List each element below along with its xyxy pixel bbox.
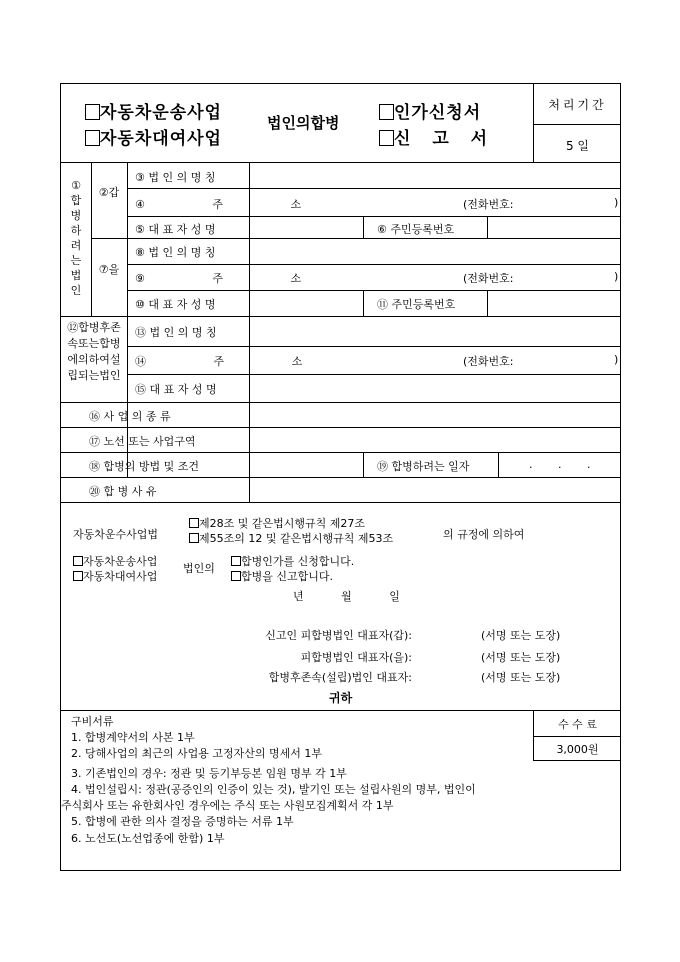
phone-label: (전화번호: [463,198,514,211]
action-option-approval[interactable]: 합병인가를 신청합니다. [231,553,354,569]
addressee: 귀하 [329,691,353,705]
fee-value: 3,000원 [556,743,599,756]
action-option-report[interactable]: 합병을 신고합니다. [231,568,333,584]
signature-field[interactable]: (서명 또는 도장) [481,671,561,684]
business-option-rental[interactable]: 자동차대여사업 [73,568,157,584]
checkbox-icon[interactable] [231,556,241,566]
checkbox-icon[interactable] [73,571,83,581]
checkbox-icon[interactable] [85,104,100,120]
type-option-rental[interactable]: 자동차대여사업 [85,124,222,149]
signature-field[interactable]: (서명 또는 도장) [481,629,561,642]
field-label: ⑥ 주민등록번호 [377,223,455,236]
attachment-item: 4. 법인설립시: 정관(공증인의 인증이 있는 것), 발기인 또는 설립사원의 명부, 법인이 [71,783,476,796]
law-option-55[interactable]: 제55조의 12 및 같은법시행규칙 제53조 [189,530,393,546]
merge-date-value[interactable]: . . . [529,458,591,471]
date-line: 년 월 일 [293,590,400,603]
checkbox-icon[interactable] [189,533,199,543]
checkbox-icon[interactable] [73,556,83,566]
field-label: ⑳ 합 병 사 유 [89,485,157,498]
merging-corp-group-label: ①합병하려는법인 [70,179,82,297]
reg-no-field-a[interactable] [489,218,619,236]
rep-name-field-c[interactable] [251,376,619,400]
phone-label: (전화번호: [463,355,514,368]
field-label: ⑱ 합병의 방법 및 조건 [89,460,199,473]
address-field-b[interactable] [251,266,451,288]
attachments-title: 구비서류 [71,715,114,728]
law-name: 자동차운수사업법 [73,528,159,541]
doc-option-report[interactable]: 신 고 서 [379,124,488,149]
field-label: ⑰ 노선 또는 사업구역 [89,435,196,448]
checkbox-icon[interactable] [231,571,241,581]
field-label: ③ 법 인 의 명 칭 [135,171,216,184]
field-label: ⑭ 주 소 [135,355,303,368]
field-label: ⑯ 사 업 의 종 류 [89,410,171,423]
corp-name-field-c[interactable] [251,318,619,344]
checkbox-icon[interactable] [85,130,100,146]
field-label: ⑬ 법 인 의 명 칭 [135,326,217,339]
field-label: ⑤ 대 표 자 성 명 [135,223,216,236]
field-label: ⑩ 대 표 자 성 명 [135,298,216,311]
business-option-transport[interactable]: 자동차운송사업 [73,553,157,569]
checkbox-icon[interactable] [189,518,199,528]
reg-no-field-b[interactable] [489,292,619,314]
field-label: ④ 주 소 [135,198,302,211]
party-a-label: ②갑 [98,186,120,199]
merger-application-form: 자동차운송사업 자동차대여사업 법인의합병 인가신청서 신 고 서 처리기간 5 일 ①합병하려는법인 ②갑 ③ 법 인 의 명 칭 ④ 주 소 (전화번호: ) ⑤ 대 표 자 성 명 ⑥ 주민등록번호 ⑦을 ⑧ 법 인 의 명 칭 ⑨ 주 소 (전화번호: ) ⑩ 대 표 자 성 명 ⑪ 주민등록번호 ⑫합병후존속또는합병에의하여설립되는법인 ⑬ 법 인 의 명 칭 ⑭ 주 소 (전화번호: ) ⑮ 대 표 자 성 명 ⑯ 사 업 의 종 류 ⑰ 노선 또는 사업구역 ⑱ 합병의 방법 및 조건 ⑲ 합병하려는 일자 . . . ⑳ 합 병 사 유 자동차운수사업법 제28조 및 같은법시행규칙 제27조 제55조의 12 및 같은법시행규칙 제53조 의 규정에 의하여 자동차운송사업 자동차대여사업 법인의 합병인가를 신청합니다. 합병을 신고합니다. 년 월 일 신고인 피합병법인 대표자(갑): (서명 또는 도장) 피합병법인 대표자(을): (서명 또는 도장) 합병후존속(설립)법인 대표자: (서명 또는 도장) 귀하 수 수 료 3,000원 구비서류 1. 합병계약서의 사본 1부 2. 당해사업의 최근의 사업용 고정자산의 명세서 1부 3. 기존법인의 경우: 정관 및 등기부등본 임원 명부 각 1부 4. 법인설립시: 정관(공증인의 인증이 있는 것), 발기인 또는 설립사원의 명부, 법인이 주식회사 또는 유한회사인 경우에는 주식 또는 사원모집계획서 각 1부 5. 합병에 관한 의사 결정을 증명하는 서류 1부 6. 노선도(노선업종에 한함) 1부 [60,83,621,871]
attachment-item: 5. 합병에 관한 의사 결정을 증명하는 서류 1부 [71,815,294,828]
processing-period-value: 5 일 [565,139,590,153]
attachment-item: 6. 노선도(노선업종에 한함) 1부 [71,832,225,845]
field-label: ⑪ 주민등록번호 [377,298,456,311]
law-suffix: 의 규정에 의하여 [443,528,525,541]
surviving-corp-group-label: ⑫합병후존속또는합병에의하여설립되는법인 [67,321,121,382]
corp-name-field-a[interactable] [251,164,619,186]
processing-period-label: 처리기간 [548,98,607,112]
attachment-item: 1. 합병계약서의 사본 1부 [71,731,195,744]
field-label: ⑮ 대 표 자 성 명 [135,383,217,396]
field-label: ⑨ 주 소 [135,272,302,285]
rep-name-field-a[interactable] [251,218,361,236]
field-label: ⑲ 합병하려는 일자 [377,460,470,473]
checkbox-icon[interactable] [379,104,394,120]
party-b-label: ⑦을 [98,263,120,276]
checkbox-icon[interactable] [379,130,394,146]
phone-label: (전화번호: [463,272,514,285]
address-field-c[interactable] [251,348,451,372]
corp-word: 법인의 [183,562,215,575]
signature-field[interactable]: (서명 또는 도장) [481,651,561,664]
rep-name-field-b[interactable] [251,292,361,314]
business-type-field[interactable] [251,404,619,425]
corp-name-field-b[interactable] [251,240,619,262]
signer-role: 피합병법인 대표자(을): [300,651,412,664]
fee-label: 수 수 료 [558,718,597,731]
attachment-item: 주식회사 또는 유한회사인 경우에는 주식 또는 사원모집계획서 각 1부 [61,799,394,812]
attachment-item: 3. 기존법인의 경우: 정관 및 등기부등본 임원 명부 각 1부 [71,767,347,780]
attachment-item: 2. 당해사업의 최근의 사업용 고정자산의 명세서 1부 [71,747,322,760]
address-field-a[interactable] [251,190,451,214]
method-field[interactable] [251,454,361,475]
reason-field[interactable] [251,479,619,500]
route-field[interactable] [251,429,619,450]
signer-role: 합병후존속(설립)법인 대표자: [268,671,412,684]
field-label: ⑧ 법 인 의 명 칭 [135,246,216,259]
law-option-28[interactable]: 제28조 및 같은법시행규칙 제27조 [189,515,365,531]
type-option-transport[interactable]: 자동차운송사업 [85,98,222,123]
doc-option-approval[interactable]: 인가신청서 [379,98,481,123]
form-title: 법인의합병 [267,114,340,132]
signer-role: 신고인 피합병법인 대표자(갑): [265,629,412,642]
